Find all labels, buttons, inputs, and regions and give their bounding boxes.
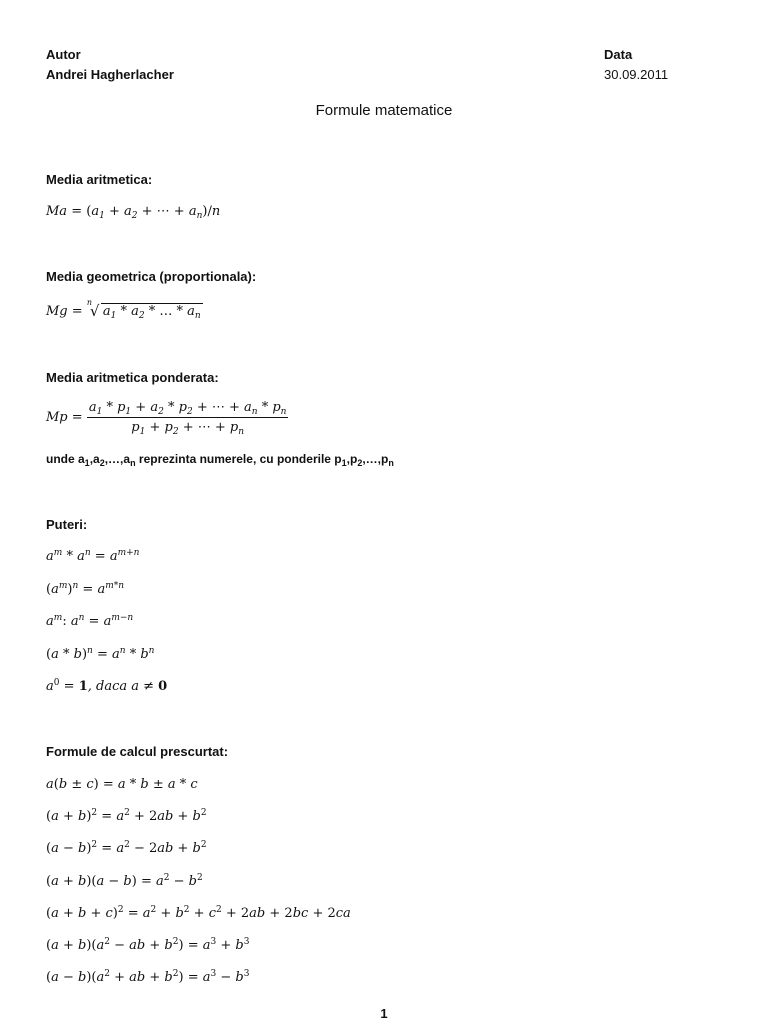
formula-zero-power: $a^0 = 1$, daca a ≠ 0 [46,678,168,694]
formula-diff-squares: $(a + b)(a - b) = a^2 - b^2$ [46,873,203,889]
page-title: Formule matematice [315,102,453,119]
page-number: 1 [380,1006,388,1021]
arithmetic-heading: Media aritmetica: [46,172,153,187]
formula-square-sum: $(a + b)^2 = a^2 + 2ab + b^2$ [46,808,207,824]
formula-distributive: a(b ± c) = a * b ± a * c [46,777,198,792]
formula-diff-cubes: $(a - b)(a^2$ + ab + $b^2) = a^3 - b^3$ [46,969,250,985]
formula-product-power: $(a * b)^n = a^n * b^n$ [46,646,155,662]
author-label: Autor [46,47,81,62]
formula-sum-cubes: $(a + b)(a^2$ − ab + $b^2) = a^3 + b^3$ [46,937,250,953]
formula-geometric-mean: Mg = n √ $a_1 * a_2$ * … * $a_n$ [46,298,201,321]
date-label: Data [604,47,633,62]
formula-arithmetic-mean: $Ma = (a_1 + a_2$ + ⋯ + $a_n)/n$ [46,204,221,221]
formula-power-quotient: $a^m$: $a^n = a^{m-n}$ [46,613,134,629]
formula-power-of-power: $(a^m)^n = a^{m*n}$ [46,581,125,597]
shortcut-heading: Formule de calcul prescurtat: [46,744,229,759]
formula-power-product: $a^m * a^n = a^{m+n}$ [46,548,140,564]
powers-heading: Puteri: [46,517,88,532]
author-name: Andrei Hagherlacher [46,67,174,82]
formula-trinomial-square: $(a + b + c)^2 = a^2 + b^2 + c^2 + 2ab + 2bc + 2ca$ [46,905,351,921]
weighted-note: unde $a_1,a_2,\dots,a_n$ reprezinta numerele, cu ponderile $p_1,p_2,\dots,p_n$ [46,452,394,468]
formula-square-diff: $(a - b)^2 = a^2 - 2ab + b^2$ [46,840,207,856]
formula-weighted-mean: Mp = $\frac{a_1 * p_1 + a_2 * p_2 + \cdots + a_n * p_n}{p_1 + p_2 + \cdots + p_n}$ [46,400,287,437]
weighted-heading: Media aritmetica ponderata: [46,370,219,385]
date-value: 30.09.2011 [604,67,669,82]
geometric-heading: Media geometrica (proportionala): [46,269,257,284]
